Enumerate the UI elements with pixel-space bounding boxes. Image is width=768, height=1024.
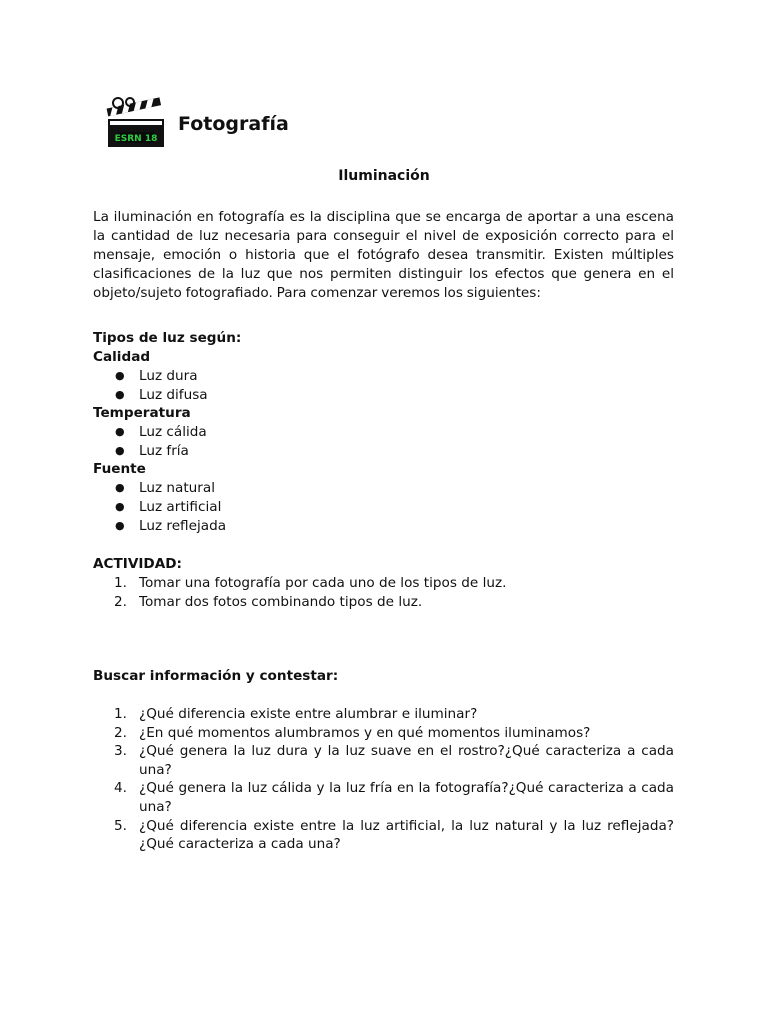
list-fuente bbox=[93, 479, 674, 535]
questions-section bbox=[93, 667, 674, 854]
activity-section bbox=[93, 555, 674, 611]
light-types-section bbox=[93, 329, 674, 535]
light-types-heading: Tipos de luz según: bbox=[93, 330, 242, 346]
section-title: Iluminación bbox=[338, 168, 430, 184]
list-item: ● Luz difusa bbox=[115, 386, 208, 403]
list-item: ● Luz natural bbox=[115, 480, 215, 497]
bullet-icon: ● bbox=[115, 518, 125, 532]
list-item: ● Luz dura bbox=[115, 368, 198, 384]
bullet-icon: ● bbox=[115, 443, 125, 457]
list-item: ● Luz fría bbox=[115, 442, 189, 459]
list-item: 3. ¿Qué genera la luz dura y la luz suave en el rostro?¿Qué caracteriza a cada una? bbox=[114, 743, 674, 778]
logo-text: ESRN 18 bbox=[114, 134, 158, 144]
list-temperatura bbox=[93, 423, 674, 460]
list-item: ● Luz reflejada bbox=[115, 517, 227, 534]
clapperboard-logo-icon bbox=[104, 97, 168, 149]
list-item: 5. ¿Qué diferencia existe entre la luz artificial, la luz natural y la luz reflejada?¿Qué caracteriza a cada una? bbox=[114, 817, 674, 853]
group-heading-temperatura: Temperatura bbox=[93, 405, 191, 422]
list-calidad bbox=[93, 367, 674, 404]
bullet-icon: ● bbox=[115, 499, 125, 513]
list-item: 1. Tomar una fotografía por cada uno de los tipos de luz. bbox=[114, 575, 507, 591]
bullet-icon: ● bbox=[115, 387, 125, 401]
list-item: 4. ¿Qué genera la luz cálida y la luz fría en la fotografía?¿Qué caracteriza a cada una? bbox=[114, 780, 674, 815]
activity-list bbox=[93, 574, 674, 611]
list-item: ● Luz artificial bbox=[115, 498, 222, 515]
questions-list bbox=[93, 705, 674, 854]
activity-heading: ACTIVIDAD: bbox=[93, 556, 182, 572]
list-item: 2. ¿En qué momentos alumbramos y en qué momentos iluminamos? bbox=[114, 724, 591, 741]
list-item: ● Luz cálida bbox=[115, 424, 207, 441]
bullet-icon: ● bbox=[115, 425, 125, 439]
bullet-icon: ● bbox=[115, 481, 125, 495]
group-heading-fuente: Fuente bbox=[93, 461, 146, 478]
questions-heading: Buscar información y contestar: bbox=[93, 668, 339, 684]
list-item: 2. Tomar dos fotos combinando tipos de luz. bbox=[114, 593, 423, 610]
bullet-icon: ● bbox=[115, 369, 125, 382]
intro-paragraph: La iluminación en fotografía es la disciplina que se encarga de aportar a una escena la cantidad de luz necesaria para conseguir el nivel de exposición correcto para el mensaje, emoción o historia que el fotógrafo desea transmitir. Existen múltiples clasificaciones de la luz que nos permiten distinguir los efectos que genera en el objeto/sujeto fotografiado. Para comenzar veremos los siguientes: bbox=[93, 209, 674, 301]
list-item: 1. ¿Qué diferencia existe entre alumbrar e iluminar? bbox=[114, 706, 478, 722]
group-heading-calidad: Calidad bbox=[93, 349, 151, 365]
page-title: Fotografía bbox=[178, 113, 289, 135]
